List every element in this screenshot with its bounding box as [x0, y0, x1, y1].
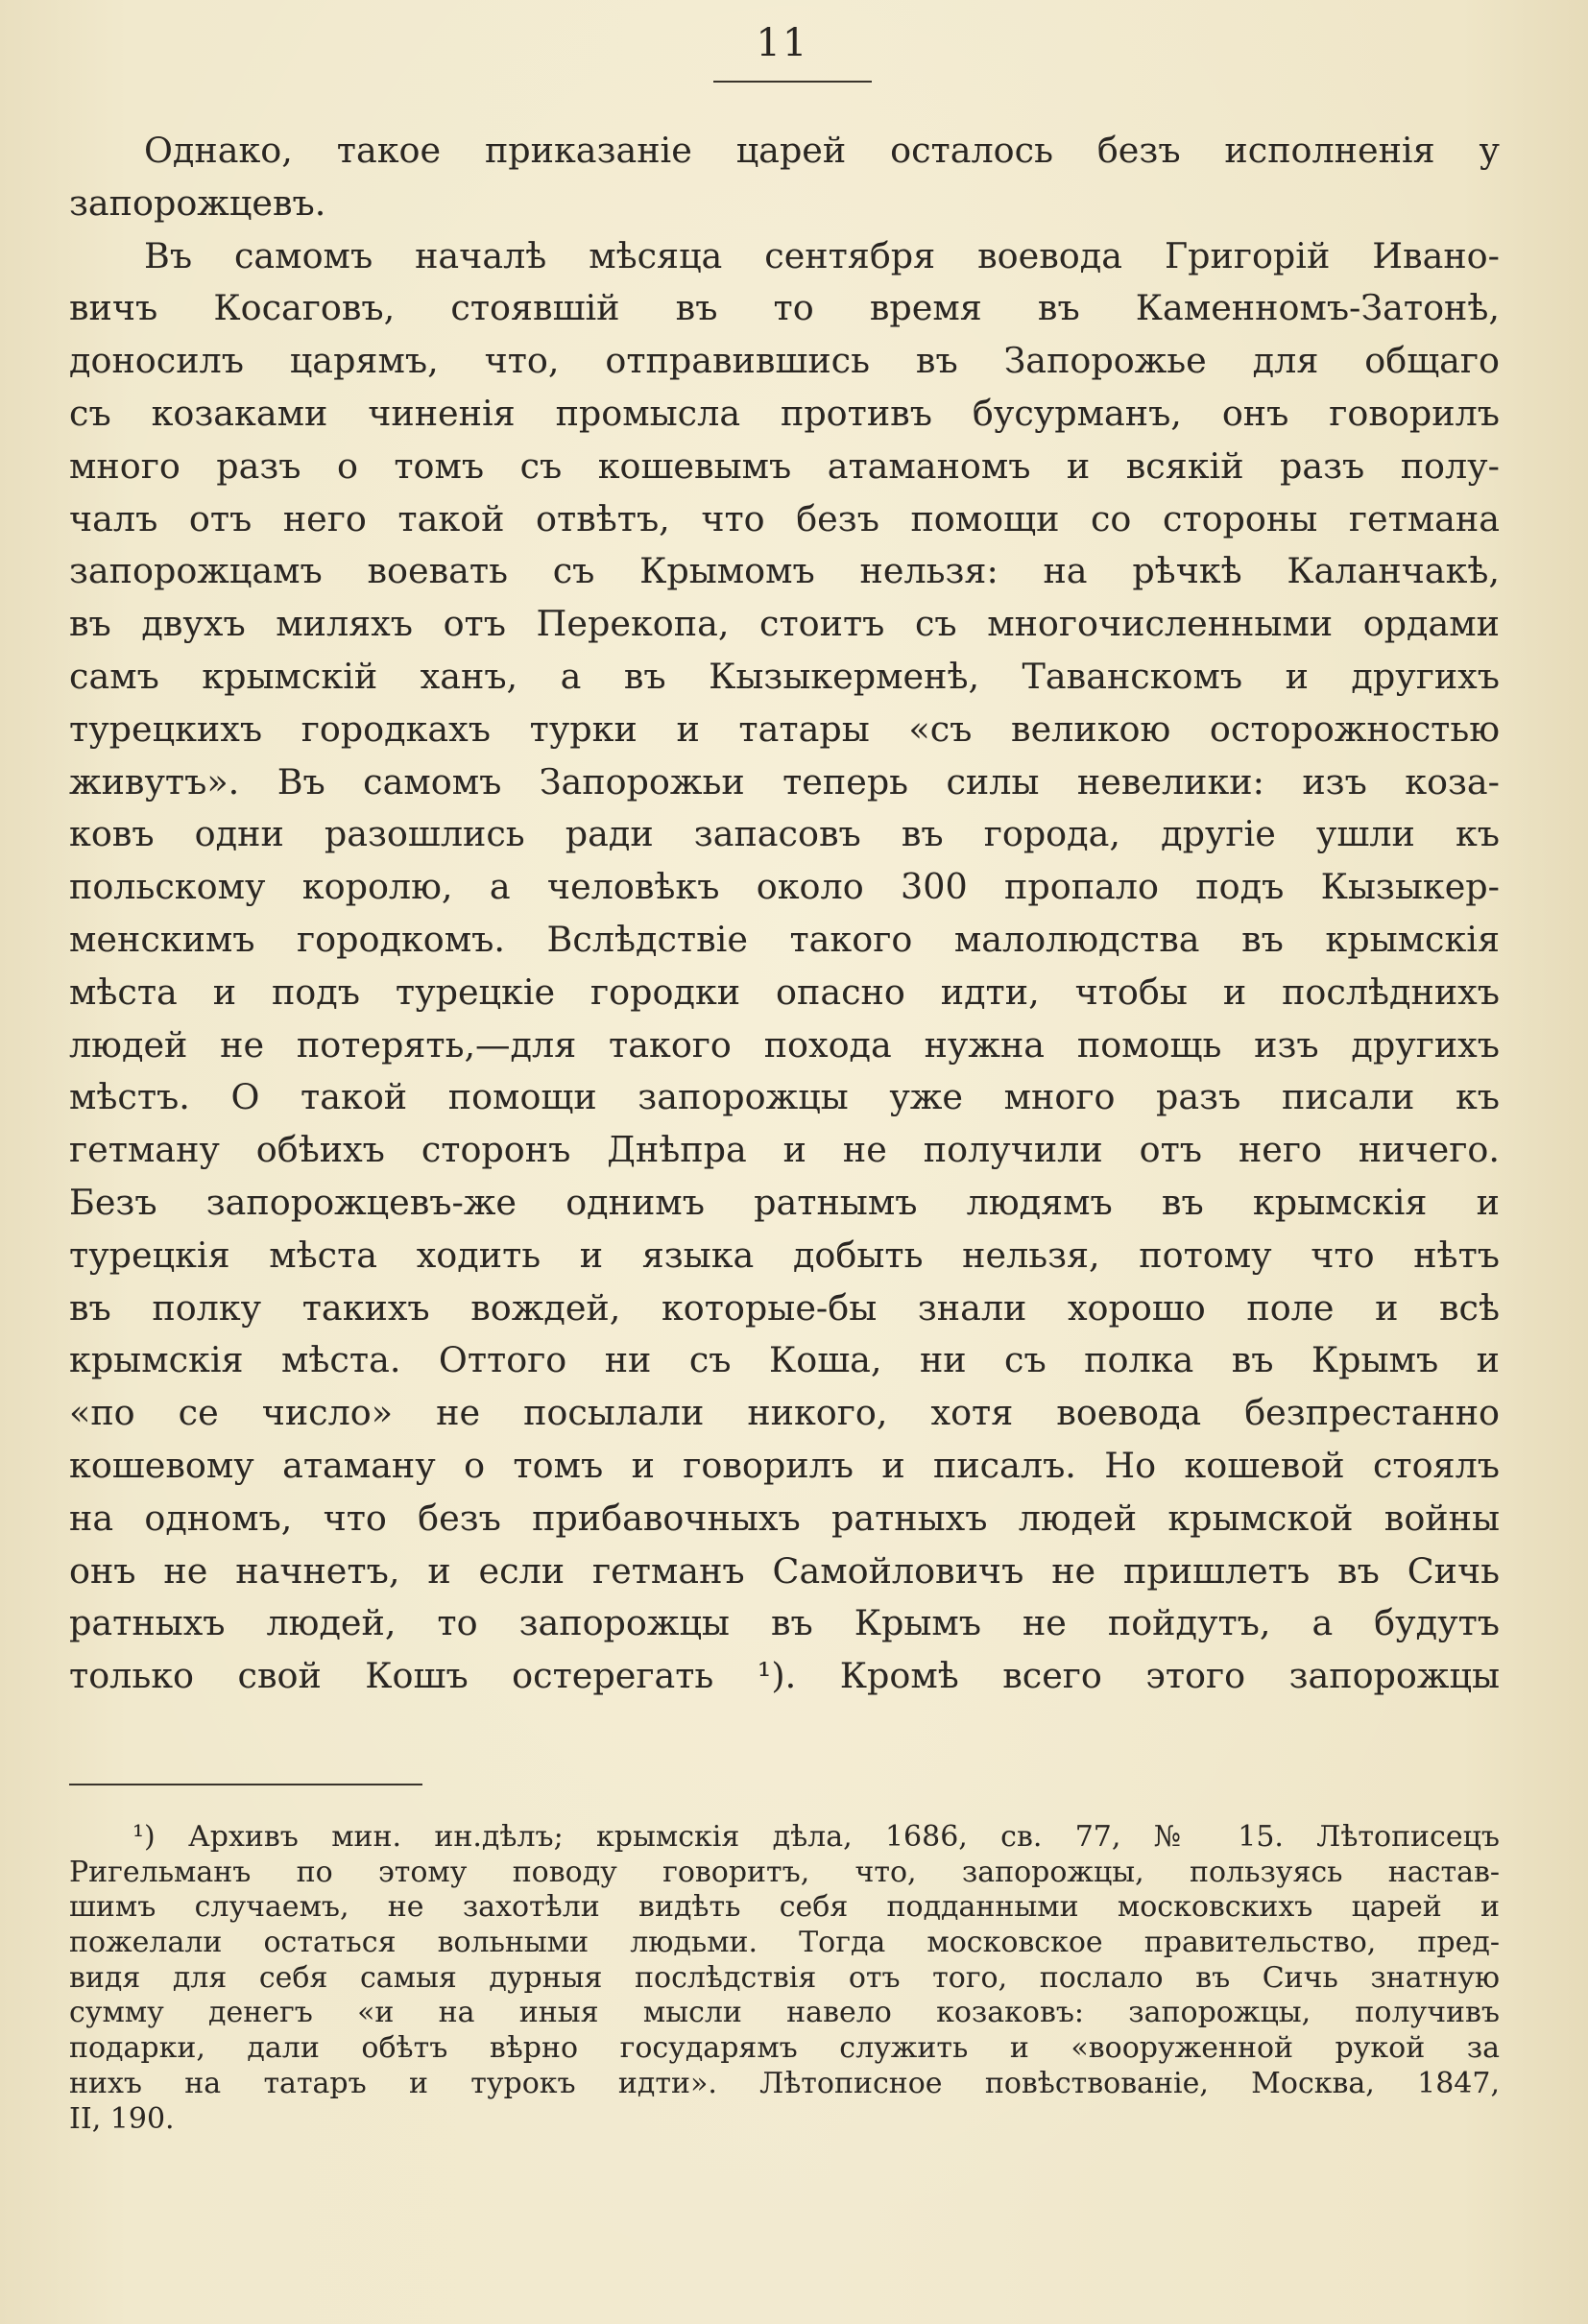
footnote-rule [69, 1784, 422, 1785]
body-line: запорожцамъ воевать съ Крымомъ нельзя: на рѣчкѣ Каланчакѣ, [69, 550, 1500, 592]
body-line: съ козаками чиненія промысла противъ бусурманъ, онъ говорилъ [69, 392, 1500, 434]
footnote [69, 1820, 1500, 2137]
footnote-line: II, 190. [69, 2101, 175, 2136]
body-line: онъ не начнетъ, и если гетманъ Самойловичъ не пришлетъ въ Сичь [69, 1549, 1500, 1592]
footnote-line: подарки, дали обѣтъ вѣрно государямъ служить и «вооруженной рукой за [69, 2031, 1500, 2066]
body-line: много разъ о томъ съ кошевымъ атаманомъ и всякій разъ полу- [69, 444, 1500, 487]
body-line: самъ крымскій ханъ, а въ Кызыкерменѣ, Таванскомъ и другихъ [69, 655, 1500, 697]
body-line: вичъ Косаговъ, стоявшій въ то время въ Каменномъ-Затонѣ, [69, 287, 1500, 329]
footnote-line: сумму денегъ «и на иныя мысли навело козаковъ: запорожцы, получивъ [69, 1996, 1500, 2030]
body-line: въ полку такихъ вождей, которые-бы знали хорошо поле и всѣ [69, 1286, 1500, 1329]
footnote-line: видя для себя самыя дурныя послѣдствія отъ того, послало въ Сичь знатную [69, 1960, 1500, 1995]
body-line: живутъ». Въ самомъ Запорожьи теперь силы невелики: изъ коза- [69, 760, 1500, 803]
body-line: менскимъ городкомъ. Вслѣдствіе такого малолюдства въ крымскія [69, 918, 1500, 960]
footnote-line: ¹) Архивъ мин. ин.дѣлъ; крымскія дѣла, 1686, св. 77, № 15. Лѣтописецъ [132, 1820, 1500, 1854]
body-line: турецкихъ городкахъ турки и татары «съ великою осторожностью [69, 707, 1500, 750]
body-line: гетману обѣихъ сторонъ Днѣпра и не получили отъ него ничего. [69, 1129, 1500, 1171]
page-number: 11 [756, 21, 809, 65]
body-line: ратныхъ людей, то запорожцы въ Крымъ не пойдутъ, а будутъ [69, 1602, 1500, 1644]
body-line: Однако, такое приказаніе царей осталось безъ исполненія у [144, 130, 1500, 171]
body-line: чалъ отъ него такой отвѣтъ, что безъ помощи со стороны гетмана [69, 497, 1500, 539]
body-line: только свой Кошъ остерегать ¹). Кромѣ всего этого запорожцы [69, 1655, 1500, 1697]
body-line: мѣста и подъ турецкіе городки опасно идти, чтобы и послѣднихъ [69, 970, 1500, 1013]
body-text [69, 125, 1500, 1703]
body-line: запорожцевъ. [69, 181, 326, 224]
body-line: людей не потерять,—для такого похода нужна помощь изъ другихъ [69, 1023, 1500, 1066]
body-line: мѣстъ. О такой помощи запорожцы уже много разъ писали къ [69, 1076, 1500, 1118]
body-line: польскому королю, а человѣкъ около 300 пропало подъ Кызыкер- [69, 866, 1500, 908]
body-line: Въ самомъ началѣ мѣсяца сентября воевода Григорій Ивано- [144, 234, 1500, 276]
body-line: ковъ одни разошлись ради запасовъ въ города, другіе ушли къ [69, 813, 1500, 855]
body-line: въ двухъ миляхъ отъ Перекопа, стоитъ съ многочисленными ордами [69, 603, 1500, 645]
footnote-line: Ригельманъ по этому поводу говоритъ, что, запорожцы, пользуясь настав- [69, 1855, 1500, 1889]
body-line: доносилъ царямъ, что, отправившись въ Запорожье для общаго [69, 340, 1500, 382]
body-line: турецкія мѣста ходить и языка добыть нельзя, потому что нѣтъ [69, 1234, 1500, 1276]
footnote-line: нихъ на татаръ и турокъ идти». Лѣтописное повѣствованіе, Москва, 1847, [69, 2066, 1500, 2100]
footnote-line: шимъ случаемъ, не захотѣли видѣть себя подданными московскихъ царей и [69, 1890, 1500, 1925]
body-line: кошевому атаману о томъ и говорилъ и писалъ. Но кошевой стоялъ [69, 1444, 1500, 1486]
header-rule [713, 81, 872, 83]
footnote-line: пожелали остаться вольными людьми. Тогда московское правительство, пред- [69, 1926, 1500, 1960]
body-line: Безъ запорожцевъ-же однимъ ратнымъ людямъ въ крымскія и [69, 1181, 1500, 1223]
body-line: «по се число» не посылали никого, хотя воевода безпрестанно [69, 1392, 1500, 1434]
body-line: на одномъ, что безъ прибавочныхъ ратныхъ людей крымской войны [69, 1497, 1500, 1539]
body-line: крымскія мѣста. Оттого ни съ Коша, ни съ полка въ Крымъ и [69, 1339, 1500, 1381]
